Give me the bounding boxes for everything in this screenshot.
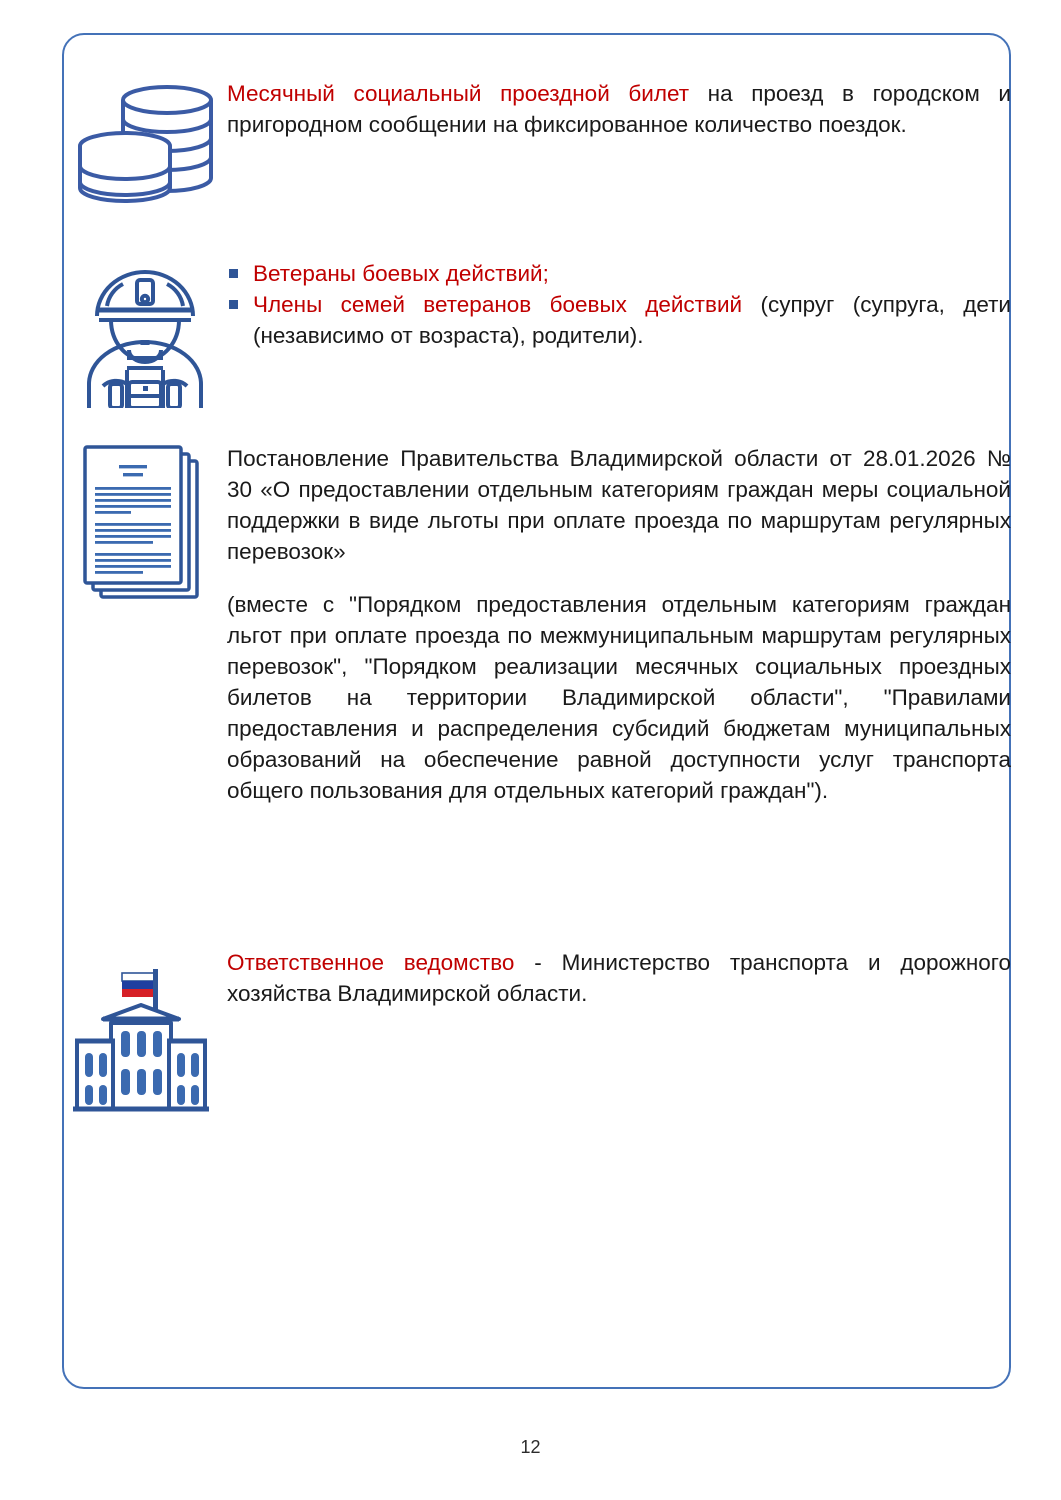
text-cell: [227, 258, 1011, 351]
paragraph-spacer: [227, 567, 1011, 589]
icon-cell: [62, 947, 227, 1112]
section-monthly-ticket: [62, 78, 1011, 218]
highlight-text: Месячный социальный проездной билет: [227, 81, 690, 106]
square-bullet-icon: [229, 300, 238, 309]
soldier-veteran-icon: [75, 258, 215, 408]
text-cell: [227, 443, 1011, 806]
section-responsible-agency: [62, 947, 1011, 1112]
normal-text: на проезд в городском и пригородном сообщении на фиксированное количество поездок.: [227, 81, 1011, 137]
icon-cell: [62, 443, 227, 613]
documents-stack-icon: [75, 443, 215, 613]
text-cell: [227, 947, 1011, 1009]
list-item: [227, 289, 1011, 351]
paragraph-monthly-ticket: [227, 78, 1011, 140]
list-item: [227, 258, 1011, 289]
section-legal-basis: [62, 443, 1011, 806]
text-cell: [227, 78, 1011, 140]
page-number: 12: [520, 1437, 541, 1457]
icon-cell: [62, 258, 227, 408]
highlight-text: Ответственное ведомство: [227, 950, 515, 975]
paragraph-decree-attachments: (вместе с "Порядком предоставления отдельным категориям граждан льгот при оплате проезда по межмуниципальным маршрутам регулярных перевозок", "Порядком реализации месячных социальных проездных билетов на территории Владимирской области", "Правилами предоставления и распределения субсидий бюджетам муниципальных образований на обеспечение равной доступности услуг транспорта общего пользования для отдельных категорий граждан").: [227, 592, 1011, 803]
paragraph-responsible-agency: [227, 947, 1011, 1009]
government-building-flag-icon: [67, 947, 222, 1112]
highlight-text: Ветераны боевых действий;: [253, 261, 549, 286]
normal-text: (супруг (супруга, дети (независимо от возраста), родители).: [253, 292, 1011, 348]
coins-stack-icon: [70, 78, 220, 218]
normal-text: - Министерство транспорта и дорожного хозяйства Владимирской области.: [227, 950, 1011, 1006]
highlight-text: Члены семей ветеранов боевых действий: [253, 292, 743, 317]
section-eligible-categories: [62, 258, 1011, 408]
paragraph-decree-title: Постановление Правительства Владимирской области от 28.01.2026 № 30 «О предоставлении отдельным категориям граждан меры социальной поддержки в виде льготы при оплате проезда по маршрутам регулярных перевозок»: [227, 446, 1011, 564]
icon-cell: [62, 78, 227, 218]
eligible-categories-list: [227, 258, 1011, 351]
square-bullet-icon: [229, 269, 238, 278]
